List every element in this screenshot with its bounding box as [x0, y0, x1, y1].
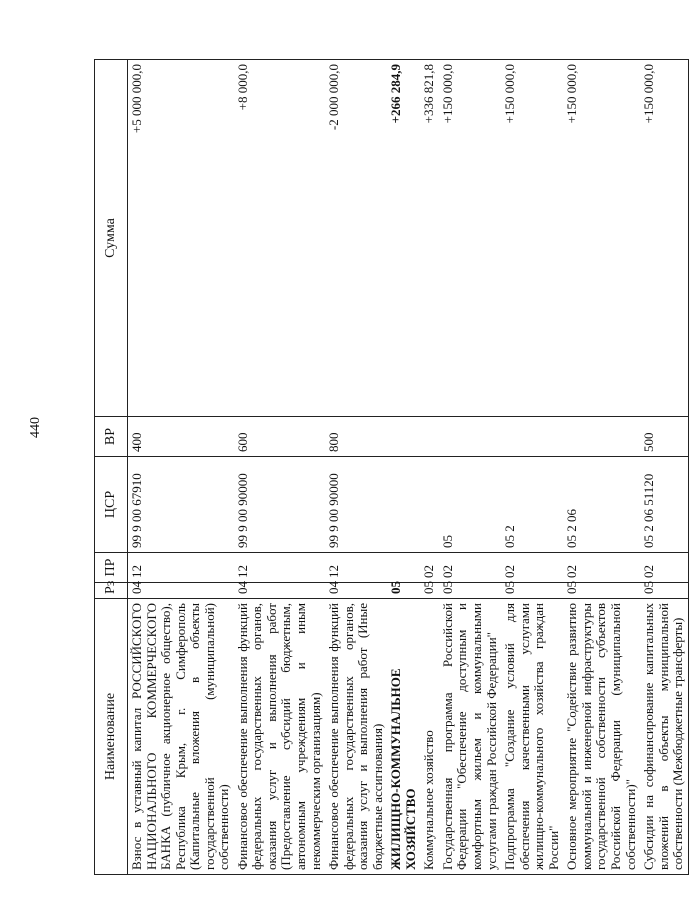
- cell-sum: +266 284,9: [387, 60, 420, 417]
- cell-csr: [387, 457, 420, 553]
- cell-name: Финансовое обеспечение выполнения функций федеральных государственных органов, оказания услуг и выполнения работ (Предоставление субсидий бюджетным, автономным учреждениям и иным некоммерческим организациям): [234, 599, 325, 875]
- cell-sum: +336 821,8: [420, 60, 439, 417]
- budget-table: [94, 59, 689, 875]
- cell-name: ЖИЛИЩНО-КОММУНАЛЬНОЕ ХОЗЯЙСТВО: [387, 599, 420, 875]
- cell-vr: [420, 417, 439, 457]
- header-sum: Сумма: [95, 60, 128, 417]
- header-vr: ВР: [95, 417, 128, 457]
- cell-csr: 05 2 06: [563, 457, 640, 553]
- cell-csr: [420, 457, 439, 553]
- cell-vr: 500: [640, 417, 688, 457]
- cell-name: Коммунальное хозяйство: [420, 599, 439, 875]
- cell-rz: 05: [640, 583, 688, 599]
- cell-sum: +8 000,0: [234, 60, 325, 417]
- header-rz: Рз: [95, 583, 128, 599]
- table-row: [234, 60, 325, 875]
- cell-name: Государственная программа Российской Федерации "Обеспечение доступным и комфортным жильем и коммунальными услугами граждан Российской Федерации": [439, 599, 501, 875]
- cell-sum: -2 000 000,0: [325, 60, 387, 417]
- table-row: [387, 60, 420, 875]
- cell-pr: 02: [420, 553, 439, 583]
- header-pr: ПР: [95, 553, 128, 583]
- table-row: [439, 60, 501, 875]
- table-row: [563, 60, 640, 875]
- cell-pr: 02: [640, 553, 688, 583]
- cell-rz: 05: [420, 583, 439, 599]
- cell-name: Финансовое обеспечение выполнения функций федеральных государственных органов, оказания услуг и выполнения работ (Иные бюджетные ассигнования): [325, 599, 387, 875]
- cell-sum: +150 000,0: [563, 60, 640, 417]
- cell-sum: +150 000,0: [501, 60, 563, 417]
- cell-vr: [501, 417, 563, 457]
- cell-vr: 400: [128, 417, 234, 457]
- page-number: 440: [28, 417, 43, 438]
- table-row: [420, 60, 439, 875]
- cell-rz: 04: [234, 583, 325, 599]
- rotated-table-container: [94, 59, 686, 875]
- table-row: [640, 60, 688, 875]
- cell-csr: 99 9 00 90000: [325, 457, 387, 553]
- cell-vr: 600: [234, 417, 325, 457]
- cell-pr: 12: [325, 553, 387, 583]
- cell-name: Основное мероприятие "Содействие развитию коммунальной и инженерной инфраструктуры государственной собственности субъектов Российской Федерации (муниципальной собственности)": [563, 599, 640, 875]
- cell-rz: 04: [325, 583, 387, 599]
- cell-rz: 05: [501, 583, 563, 599]
- cell-pr: 02: [439, 553, 501, 583]
- header-csr: ЦСР: [95, 457, 128, 553]
- cell-rz: 05: [563, 583, 640, 599]
- cell-csr: 99 9 00 90000: [234, 457, 325, 553]
- cell-csr: 05 2 06 51120: [640, 457, 688, 553]
- cell-vr: 800: [325, 417, 387, 457]
- cell-pr: [387, 553, 420, 583]
- cell-pr: 12: [128, 553, 234, 583]
- cell-pr: 02: [563, 553, 640, 583]
- table-row: [501, 60, 563, 875]
- cell-name: Субсидии на софинансирование капитальных вложений в объекты муниципальной собственности (Межбюджетные трансферты): [640, 599, 688, 875]
- table-row: [325, 60, 387, 875]
- cell-vr: [563, 417, 640, 457]
- cell-rz: 05: [439, 583, 501, 599]
- cell-name: Подпрограмма "Создание условий для обеспечения качественными услугами жилищно-коммунального хозяйства граждан России": [501, 599, 563, 875]
- header-name: Наименование: [95, 599, 128, 875]
- cell-sum: +5 000 000,0: [128, 60, 234, 417]
- table-row: [128, 60, 234, 875]
- cell-pr: 12: [234, 553, 325, 583]
- cell-vr: [439, 417, 501, 457]
- cell-sum: +150 000,0: [439, 60, 501, 417]
- cell-rz: 05: [387, 583, 420, 599]
- cell-csr: 05: [439, 457, 501, 553]
- table-header-row: [95, 60, 128, 875]
- cell-pr: 02: [501, 553, 563, 583]
- cell-csr: 99 9 00 67910: [128, 457, 234, 553]
- cell-csr: 05 2: [501, 457, 563, 553]
- cell-sum: +150 000,0: [640, 60, 688, 417]
- cell-name: Взнос в уставный капитал РОССИЙСКОГО НАЦИОНАЛЬНОГО КОММЕРЧЕСКОГО БАНКА (публичное акционерное общество), Республика Крым, г. Симферополь (Капитальные вложения в объекты государственной (муниципальной) собственности): [128, 599, 234, 875]
- cell-rz: 04: [128, 583, 234, 599]
- cell-vr: [387, 417, 420, 457]
